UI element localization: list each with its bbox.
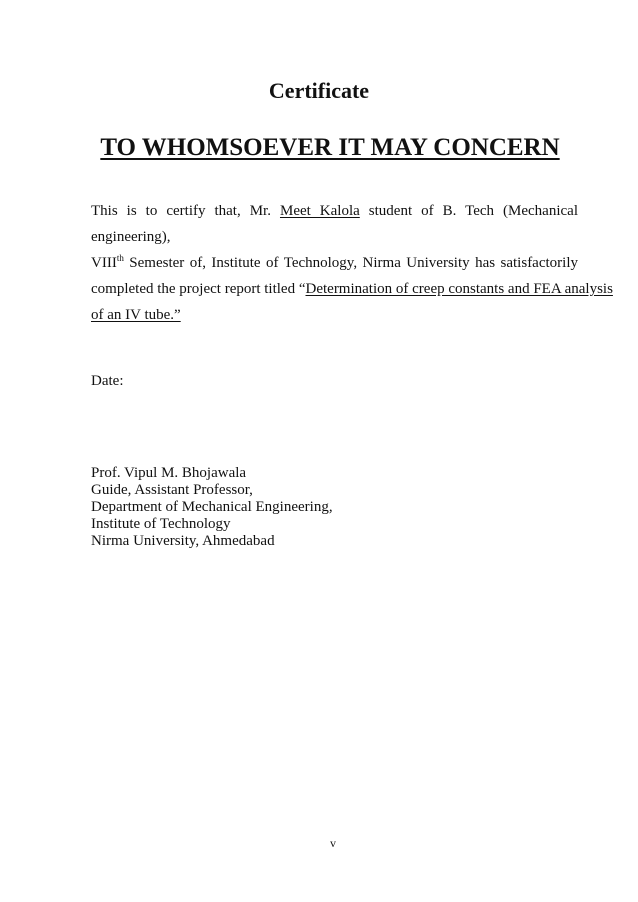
report-intro-text: completed the project report titled “	[91, 281, 306, 297]
body-line-4	[91, 302, 578, 328]
body-intro-text: This is to certify that, Mr.	[91, 203, 271, 219]
report-title-part-1: Determination of creep constants and FEA analysis	[305, 281, 613, 297]
semester-number: VIII	[91, 255, 117, 271]
body-line-2	[91, 250, 578, 276]
student-name: Meet Kalola	[279, 203, 360, 219]
semester-suffix: th	[116, 253, 124, 263]
concern-heading: TO WHOMSOEVER IT MAY CONCERN	[100, 134, 560, 161]
signatory-institute: Institute of Technology	[91, 516, 231, 532]
signatory-designation: Guide, Assistant Professor,	[91, 482, 253, 498]
signatory-name: Prof. Vipul M. Bhojawala	[91, 465, 247, 481]
signatory-university: Nirma University, Ahmedabad	[91, 533, 275, 549]
signatory-department: Department of Mechanical Engineering,	[91, 499, 333, 515]
body-line-1	[91, 198, 578, 250]
program-text: student of B. Tech (Mechanical engineering),	[91, 203, 578, 245]
certificate-body	[91, 198, 613, 328]
body-line-3	[91, 276, 613, 302]
date-label: Date:	[91, 373, 124, 389]
institution-text: Semester of, Institute of Technology, Nirma University has satisfactorily	[129, 255, 578, 271]
certificate-title: Certificate	[268, 78, 370, 103]
signature-block	[91, 465, 333, 550]
page-number: v	[330, 836, 336, 850]
report-title-part-2: of an IV tube.”	[91, 307, 181, 323]
